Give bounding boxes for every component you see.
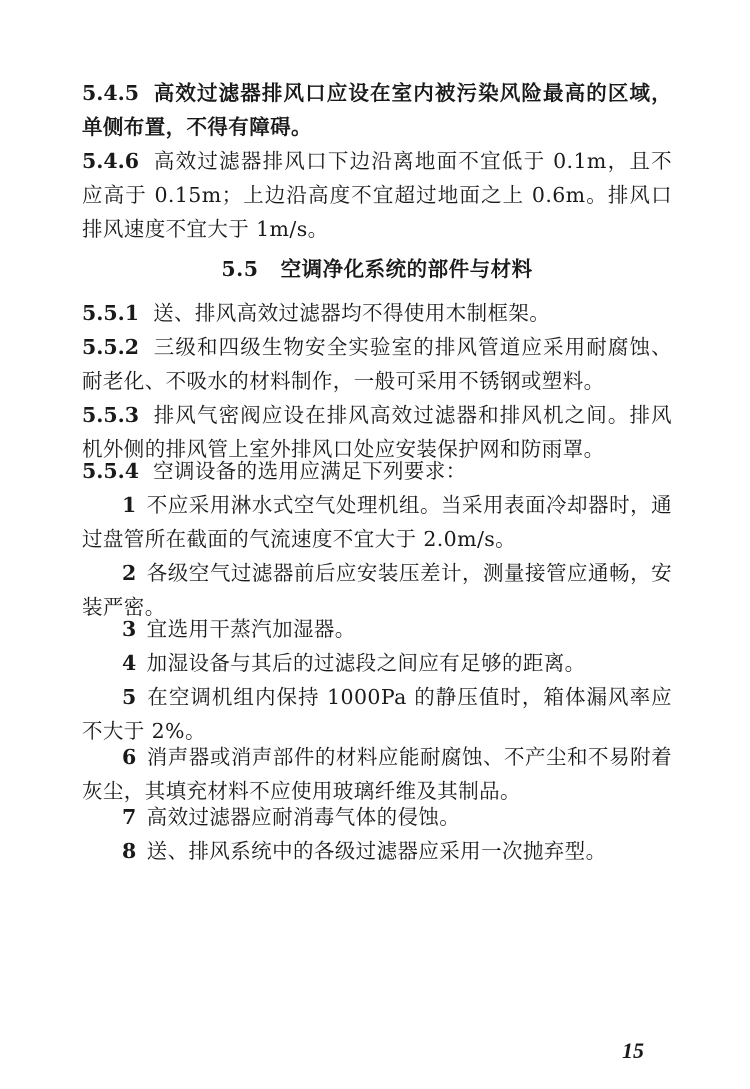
clause-text: 送、排风高效过滤器均不得使用木制框架。 [153, 301, 551, 325]
list-item [82, 488, 672, 556]
item-text: 不应采用淋水式空气处理机组。当采用表面冷却器时，通过盘管所在截面的气流速度不宜大于 2.0m/s。 [82, 493, 672, 551]
item-number: 7 [122, 805, 137, 829]
clause-5-5-1 [82, 296, 672, 330]
section-number: 5.5 [221, 257, 259, 281]
list-item [82, 800, 672, 834]
item-text: 在空调机组内保持 1000Pa 的静压值时，箱体漏风率应不大于 2%。 [82, 685, 672, 743]
section-heading [82, 252, 672, 286]
item-number: 2 [122, 561, 137, 585]
section-title: 空调净化系统的部件与材料 [280, 257, 533, 281]
item-number: 3 [122, 617, 137, 641]
item-text: 消声器或消声部件的材料应能耐腐蚀、不产尘和不易附着灰尘，其填充材料不应使用玻璃纤维及其制品。 [82, 745, 672, 803]
clause-text: 高效过滤器排风口下边沿离地面不宜低于 0.1m，且不应高于 0.15m；上边沿高度不宜超过地面之上 0.6m。排风口排风速度不宜大于 1m/s。 [82, 149, 672, 241]
item-text: 宜选用干蒸汽加湿器。 [146, 617, 356, 641]
page-number: 15 [622, 1038, 644, 1063]
item-number: 4 [122, 651, 137, 675]
clause-number: 5.4.6 [82, 149, 140, 173]
list-item [82, 646, 672, 680]
clause-text: 三级和四级生物安全实验室的排风管道应采用耐腐蚀、耐老化、不吸水的材料制作，一般可采用不锈钢或塑料。 [82, 335, 672, 393]
list-item [82, 740, 672, 808]
clause-5-5-2 [82, 330, 672, 398]
clause-5-4-6 [82, 144, 672, 246]
clause-number: 5.5.1 [82, 301, 140, 325]
list-item [82, 680, 672, 748]
clause-text: 高效过滤器排风口应设在室内被污染风险最高的区域，单侧布置，不得有障碍。 [82, 81, 672, 139]
item-text: 送、排风系统中的各级过滤器应采用一次抛弃型。 [146, 839, 607, 863]
clause-number: 5.5.3 [82, 403, 140, 427]
item-number: 6 [122, 745, 137, 769]
clause-number: 5.5.4 [82, 459, 140, 483]
clause-text: 空调设备的选用应满足下列要求： [153, 459, 467, 483]
clause-5-5-4 [82, 454, 672, 488]
clause-number: 5.4.5 [82, 81, 140, 105]
item-number: 5 [122, 685, 137, 709]
list-item [82, 834, 672, 868]
item-number: 1 [122, 493, 137, 517]
clause-5-4-5 [82, 76, 672, 144]
item-text: 各级空气过滤器前后应安装压差计，测量接管应通畅，安装严密。 [82, 561, 672, 619]
item-text: 加湿设备与其后的过滤段之间应有足够的距离。 [146, 651, 586, 675]
item-number: 8 [122, 839, 137, 863]
clause-text: 排风气密阀应设在排风高效过滤器和排风机之间。排风机外侧的排风管上室外排风口处应安装保护网和防雨罩。 [82, 403, 672, 461]
clause-number: 5.5.2 [82, 335, 140, 359]
item-text: 高效过滤器应耐消毒气体的侵蚀。 [146, 805, 461, 829]
list-item [82, 612, 672, 646]
